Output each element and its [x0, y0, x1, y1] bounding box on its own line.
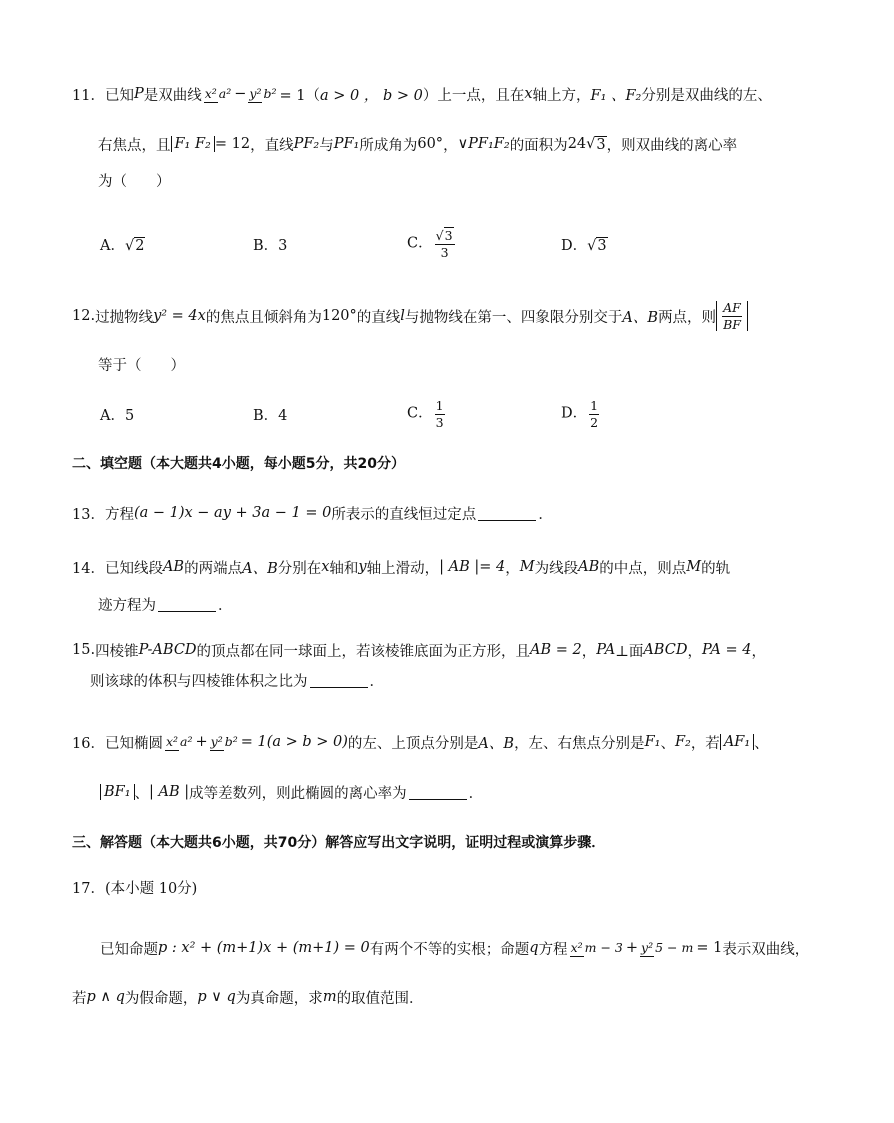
q12-text: 的直线	[356, 309, 401, 326]
q11-option-d: D．√3	[561, 237, 607, 254]
q11-option-b: B．3	[253, 237, 288, 254]
q13-text: 方程	[104, 506, 134, 523]
q11-text: 是双曲线	[143, 87, 202, 104]
q17-line1: 已知命题 p : x² + (m+1)x + (m+1) = 0 有两个不等的实根；命题 q 方程 x² m − 3 + y² 5 − m = 1 表示双曲线，	[100, 940, 810, 958]
q11-eq: = 12	[214, 136, 251, 152]
q11-minus: −	[234, 86, 247, 102]
q12-option-c: C． $\frac{1}{3}$	[407, 398, 444, 430]
q12-text: 等于（ ）	[98, 357, 185, 374]
q15-number: 15.	[72, 642, 96, 658]
q11-text: 的面积为	[509, 137, 568, 154]
q11-line3	[98, 158, 892, 202]
q13-equation: (a − 1)x − ay + 3a − 1 = 0	[133, 505, 332, 521]
q15-line1: 15. 四棱锥 P-ABCD 的顶点都在同一球面上，若该棱锥底面为正方形，且 AB = 2 ， PA ⊥面 ABCD ， PA = 4 ，	[72, 642, 766, 660]
q11-var-x: x	[524, 86, 533, 102]
q11-area: 24	[567, 136, 587, 152]
q14-line2: 迹方程为 ．	[98, 597, 233, 614]
q12-text: 的焦点且倾斜角为	[205, 309, 322, 326]
q11-option-a: A．√2	[100, 237, 145, 254]
q12-text: 两点，则	[658, 309, 717, 326]
q12-line1	[72, 292, 866, 340]
q11-text: ，则双曲线的离心率	[606, 137, 738, 154]
q12-text: 过抛物线	[95, 309, 154, 326]
q11-pf2: PF₂	[293, 136, 320, 152]
q11-text: 与	[319, 137, 334, 154]
q14-line1: 14． 已知线段 AB 的两端点 A、B 分别在 x 轴和 y 轴上滑动， | AB |= 4 ， M 为线段 AB 的中点，则点 M 的轨	[72, 545, 866, 589]
sqrt-icon: √	[435, 228, 444, 244]
q12-text: 与抛物线在第一、四象限分别交于	[404, 309, 623, 326]
q12-option-a: A．5	[100, 407, 135, 424]
q11-text: 右焦点，且	[98, 137, 171, 154]
q16-answer-blank[interactable]	[409, 785, 467, 800]
q11-option-c: C． $\frac{√3}{3}$	[407, 228, 453, 260]
q17-fraction-x: x² m − 3	[570, 940, 623, 956]
q16-fraction-y: y² b²	[210, 734, 238, 750]
section-3-heading: 三、解答题（本大题共6小题，共70分）解答应写出文字说明，证明过程或演算步骤．	[72, 835, 606, 851]
q15-answer-blank[interactable]	[310, 673, 368, 688]
q12-points: A、B	[622, 309, 659, 326]
q14-answer-blank[interactable]	[158, 597, 216, 612]
sqrt-icon: √	[587, 237, 597, 254]
q11-text: 所成角为	[359, 137, 418, 154]
q12-option-b: B．4	[253, 407, 288, 424]
q17-line2: 若 p ∧ q 为假命题， p ∨ q 为真命题，求 m 的取值范围．	[72, 989, 424, 1007]
q11-text: 为（ ）	[98, 173, 171, 190]
q12-abs-fraction: $\frac{AF}{BF}$	[716, 301, 748, 330]
q11-number: 11．	[72, 87, 105, 104]
q13-number: 13．	[72, 506, 105, 523]
q13-answer-blank[interactable]	[478, 506, 536, 521]
q11-pf1: PF₁	[333, 136, 360, 152]
q11-text: ，	[443, 137, 458, 154]
q15-line2: 则该球的体积与四棱锥体积之比为 ．	[90, 673, 384, 690]
q11-abs: F₁ F₂	[171, 136, 215, 152]
q12-var-l: l	[400, 308, 405, 324]
q17-fraction-y: y² 5 − m	[641, 940, 694, 956]
q16-line2: BF₁ 、 | AB | 成等差数列，则此椭圆的离心率为 ．	[100, 770, 894, 814]
q11-triangle: ∨PF₁F₂	[457, 136, 510, 152]
q12-number: 12.	[72, 308, 96, 324]
q13: 13． 方程 (a − 1)x − ay + 3a − 1 = 0 所表示的直线恒过定点 ．	[72, 491, 866, 535]
q11-cond: a > 0 ， b > 0	[319, 87, 423, 104]
q14-number: 14．	[72, 560, 105, 577]
sqrt-icon: √	[124, 237, 135, 254]
q12-line2	[98, 342, 892, 386]
q11-fraction-x: x² a²	[204, 86, 232, 102]
q11-angle: 60°	[417, 136, 444, 152]
section-2-heading: 二、填空题（本大题共4小题，每小题5分，共20分）	[72, 456, 405, 472]
q16-number: 16．	[72, 735, 105, 752]
q16-fraction-x: x² a²	[165, 734, 193, 750]
q16-line1: 16． 已知椭圆 x² a² + y² b² = 1(a > b > 0) 的左、上顶点分别是 A、B ，左、右焦点分别是 F₁ 、 F₂ ，若 AF₁ 、	[72, 718, 866, 766]
q11-text: 轴上方，	[532, 87, 591, 104]
q12-option-d: D． $\frac{1}{2}$	[561, 398, 599, 430]
q11-text: 分别是双曲线的左、	[641, 87, 772, 104]
q11-eq: = 1（	[279, 87, 320, 104]
q12-equation: y² = 4x	[153, 308, 206, 324]
q13-text: 所表示的直线恒过定点	[331, 506, 477, 523]
q11-text: 已知	[104, 87, 134, 104]
q11-fraction-y: y² b²	[249, 86, 277, 102]
q11-text: ）上一点，且在	[422, 87, 525, 104]
q12-angle: 120°	[321, 308, 357, 324]
q11-options	[0, 220, 794, 268]
q11-var-p: P	[133, 86, 144, 102]
q17-title: 17．(本小题 10分)	[72, 880, 198, 897]
sqrt-icon: √	[586, 136, 596, 152]
q12-options	[0, 390, 794, 438]
q11-text: ，直线	[250, 137, 294, 154]
q11-line1	[72, 72, 866, 116]
q11-foci: F₁ 、F₂	[590, 87, 642, 104]
q11-area-root: 3	[596, 136, 606, 153]
